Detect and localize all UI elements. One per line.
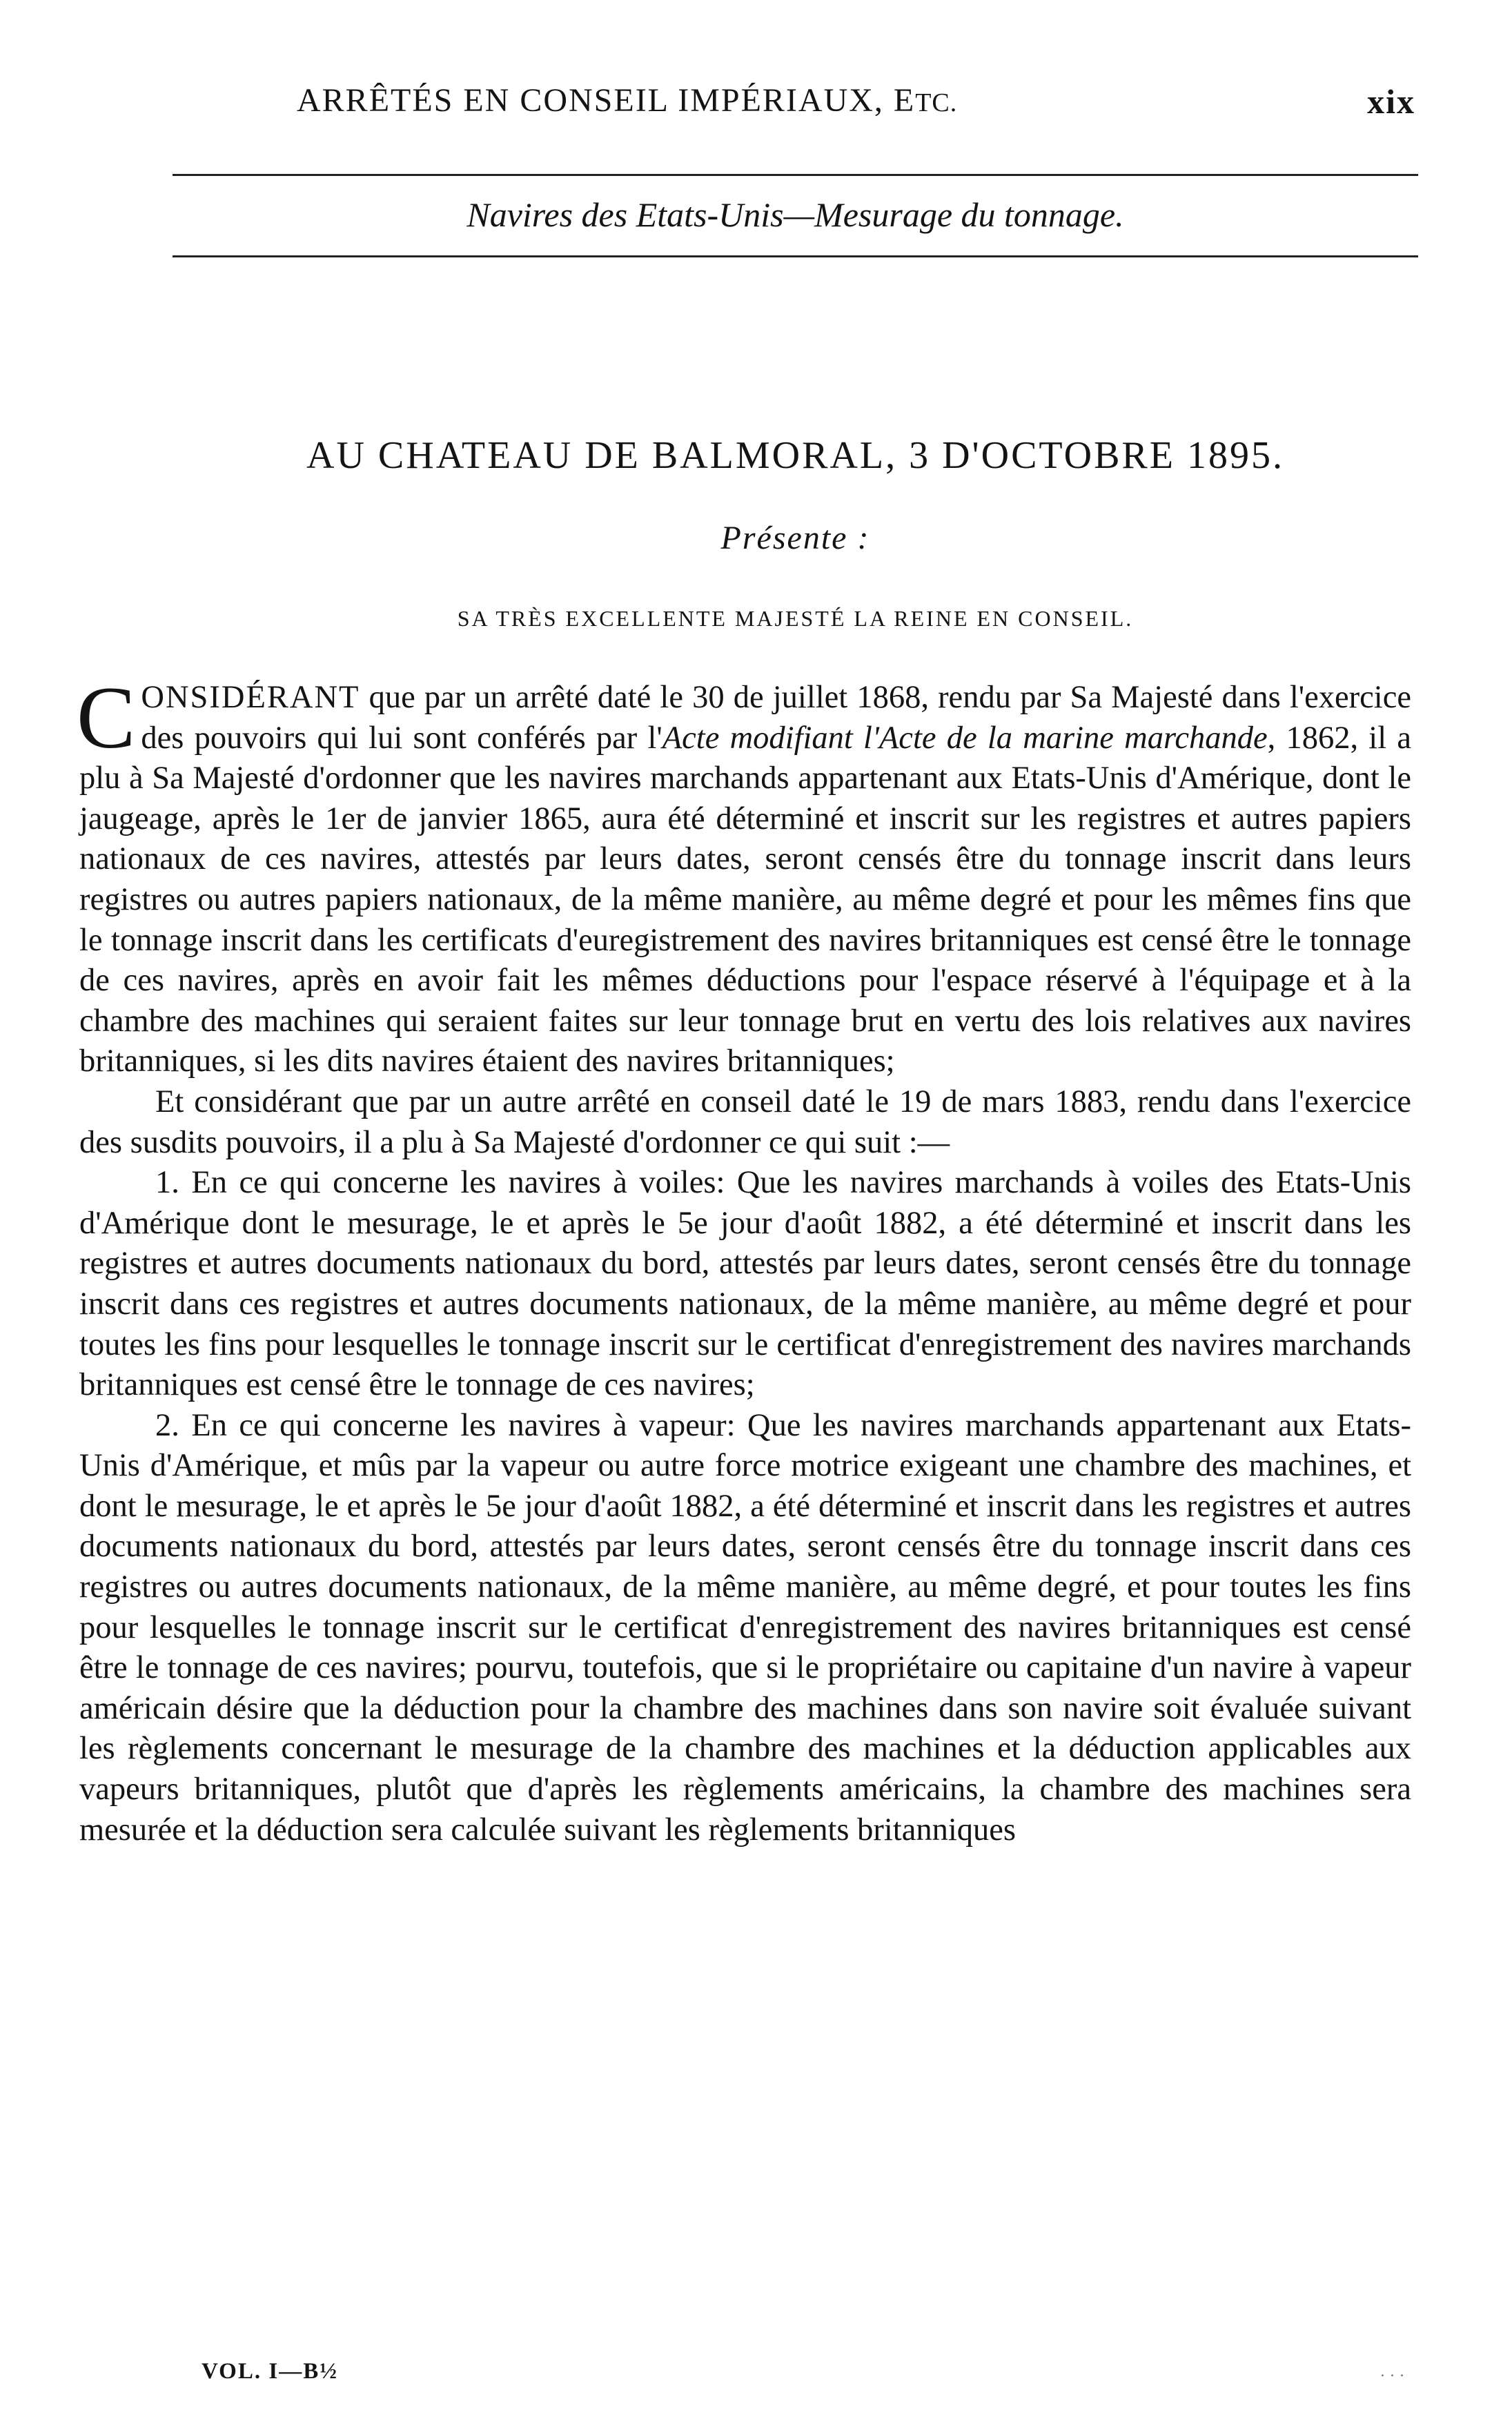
paragraph-steam-ships: 2. En ce qui concerne les navires à vapeur: Que les navires marchands appartenant aux Etats-Unis d'Amérique, et mûs par la vapeur ou autre force motrice exigeant une chambre des machines, et dont le mesurage, le et après le 5e jour d'août 1882, a été déterminé et inscrit dans les registres et autres documents nationaux du bord, attestés par leurs dates, seront censés être du tonnage inscrit dans ces registres ou autres documents nationaux, de la même manière, au même degré, et pour toutes les fins pour lesquelles le tonnage inscrit sur le certificat d'enregistrement des navires britanniques est censé être le tonnage de ces navires; pourvu, toutefois, que si le propriétaire ou capitaine d'un navire à vapeur américain désire que la déduction pour la chambre des machines dans son navire soit évaluée suivant les règlements concernant le mesurage de la chambre des machines et la déduction applicables aux vapeurs britanniques, plutôt que d'après les règlements américains, la chambre des machines sera mesurée et la déduction sera calculée suivant les règlements britanniques: [79, 1407, 1411, 1848]
paragraph-considerant: [77, 669, 1411, 1082]
running-title-suffix: TC.: [915, 88, 958, 117]
act-title: Acte modifiant l'Acte de la marine marchande: [662, 720, 1268, 756]
page-number: xix: [1367, 82, 1415, 121]
present-label: Présente :: [720, 520, 870, 556]
majesty-line: SA TRÈS EXCELLENTE MAJESTÉ LA REINE EN CONSEIL.: [457, 606, 1134, 631]
running-head: [297, 81, 1415, 130]
section-subheading: Navires des Etats-Unis—Mesurage du tonnage.: [467, 195, 1124, 234]
paragraph-text: que par un arrêté daté le 30 de juillet 1868, rendu par Sa Majesté dans l'exercice des pouvoirs qui lui sont conférés par l': [141, 680, 1411, 756]
bottom-rule: [173, 255, 1418, 257]
paragraph-text: , 1862, il a plu à Sa Majesté d'ordonner que les navires marchands appartenant aux Etats-Unis d'Amérique, dont le jaugeage, après le 1er de janvier 1865, aura été déterminé et inscrit sur les registres et autres papiers nationaux de ces navires, attestés par leurs dates, seront censés être du tonnage inscrit dans leurs registres ou autres papiers nationaux, de la même manière, au même degré et pour les mêmes fins que le tonnage inscrit dans les certificats d'euregistrement des navires britanniques est censé être le tonnage de ces navires, après en avoir fait les mêmes déductions pour l'espace réservé à l'équipage et à la chambre des machines qui seraient faites sur leur tonnage brut en vertu des lois relatives aux navires britanniques, si les dits navires étaient des navires britanniques;: [79, 720, 1411, 1079]
paragraph-second-considerant: Et considérant que par un autre arrêté en conseil daté le 19 de mars 1883, rendu dans l'exercice des susdits pouvoirs, il a plu à Sa Majesté d'ordonner ce qui suit :—: [79, 1084, 1411, 1160]
paragraph-sailing-ships: 1. En ce qui concerne les navires à voiles: Que les navires marchands à voiles des Etats-Unis d'Amérique dont le mesurage, le et après le 5e jour d'août 1882, a été déterminé et inscrit dans les registres et autres documents nationaux du bord, attestés par leurs dates, seront censés être du tonnage inscrit dans ces registres et autres documents nationaux, de la même manière, au même degré et pour toutes les fins pour lesquelles le tonnage inscrit sur le certificat d'enregistrement des navires marchands britanniques est censé être le tonnage de ces navires;: [79, 1165, 1411, 1403]
running-title: ARRÊTÉS EN CONSEIL IMPÉRIAUX, ETC.: [297, 82, 958, 119]
place-date-heading: AU CHATEAU DE BALMORAL, 3 D'OCTOBRE 1895.: [306, 434, 1284, 477]
drop-cap: C: [77, 669, 136, 767]
top-rule: [173, 174, 1418, 176]
signature-mark: VOL. I—B½: [202, 2359, 338, 2384]
lead-caps: ONSIDÉRANT: [141, 680, 360, 715]
document-body: [77, 669, 1411, 1850]
corner-mark: . . .: [1380, 2363, 1404, 2380]
